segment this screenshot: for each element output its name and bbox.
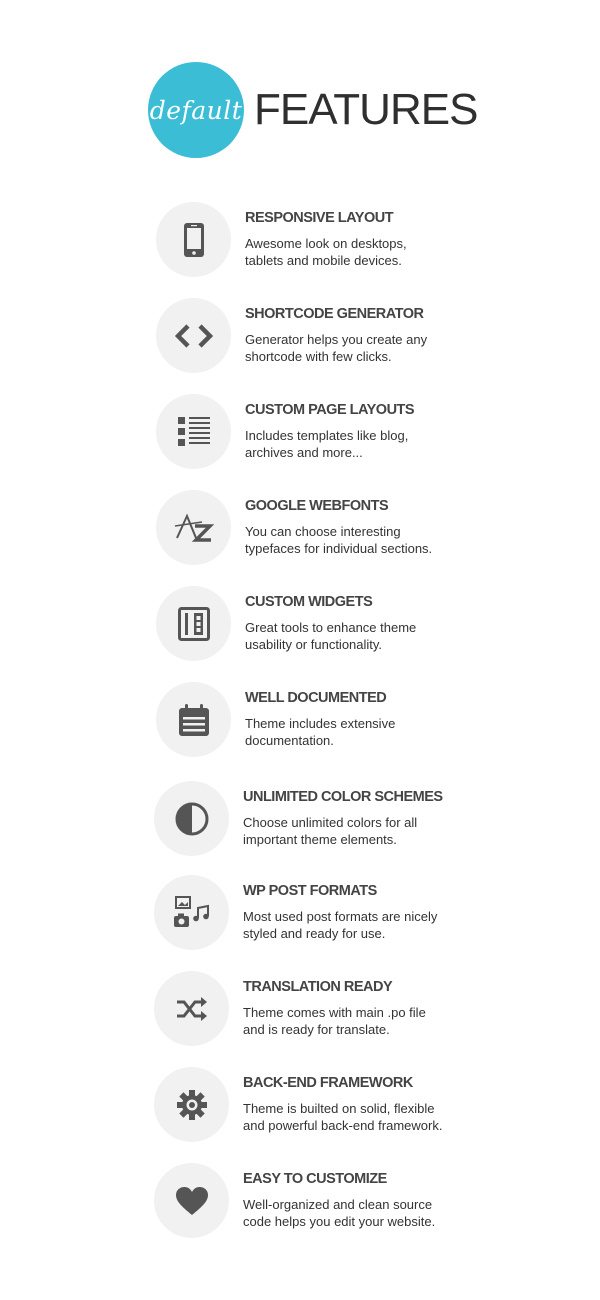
feature-item — [156, 202, 516, 282]
feature-item — [154, 875, 514, 955]
shuffle-icon — [154, 971, 229, 1046]
feature-description: Great tools to enhance theme usability or functionality. — [245, 620, 417, 652]
header — [148, 62, 477, 158]
list-layout-icon — [156, 394, 231, 469]
feature-item — [156, 490, 516, 570]
heart-icon — [154, 1163, 229, 1238]
feature-title: WELL DOCUMENTED — [245, 690, 387, 706]
font-az-icon — [156, 490, 231, 565]
page-title: FEATURES — [254, 85, 478, 134]
code-brackets-icon — [156, 298, 231, 373]
feature-description: Theme is builted on solid, flexible and powerful back-end framework. — [243, 1101, 443, 1133]
post-formats-icon — [154, 875, 229, 950]
feature-description: Includes templates like blog, archives and more... — [245, 428, 409, 460]
feature-title: CUSTOM PAGE LAYOUTS — [245, 402, 415, 418]
smartphone-icon — [156, 202, 231, 277]
feature-title: SHORTCODE GENERATOR — [245, 306, 424, 322]
feature-title: GOOGLE WEBFONTS — [245, 498, 389, 514]
contrast-icon — [154, 781, 229, 856]
feature-description: Well-organized and clean source code helps you edit your website. — [243, 1197, 436, 1229]
logo-badge — [148, 62, 244, 158]
feature-title: TRANSLATION READY — [243, 979, 393, 995]
feature-description: Choose unlimited colors for all important theme elements. — [243, 815, 418, 847]
feature-title: UNLIMITED COLOR SCHEMES — [243, 789, 443, 805]
feature-title: WP POST FORMATS — [243, 883, 377, 899]
feature-item — [156, 298, 516, 378]
feature-item — [156, 586, 516, 666]
feature-item — [154, 1067, 514, 1147]
feature-item — [156, 682, 516, 762]
logo-text: default — [149, 95, 243, 125]
feature-description: Awesome look on desktops, tablets and mobile devices. — [245, 236, 407, 268]
notepad-icon — [156, 682, 231, 757]
feature-description: Theme comes with main .po file and is ready for translate. — [243, 1005, 426, 1037]
feature-item — [154, 971, 514, 1051]
feature-item — [154, 1163, 514, 1243]
feature-description: Generator helps you create any shortcode with few clicks. — [245, 332, 428, 364]
widget-panel-icon — [156, 586, 231, 661]
gear-icon — [154, 1067, 229, 1142]
feature-title: BACK-END FRAMEWORK — [243, 1075, 413, 1091]
feature-description: Theme includes extensive documentation. — [245, 716, 396, 748]
feature-item — [156, 394, 516, 474]
feature-title: RESPONSIVE LAYOUT — [245, 210, 394, 226]
feature-title: EASY TO CUSTOMIZE — [243, 1171, 387, 1187]
feature-description: Most used post formats are nicely styled and ready for use. — [243, 909, 438, 941]
feature-title: CUSTOM WIDGETS — [245, 594, 373, 610]
feature-description: You can choose interesting typefaces for individual sections. — [245, 524, 433, 556]
feature-item — [154, 781, 514, 861]
